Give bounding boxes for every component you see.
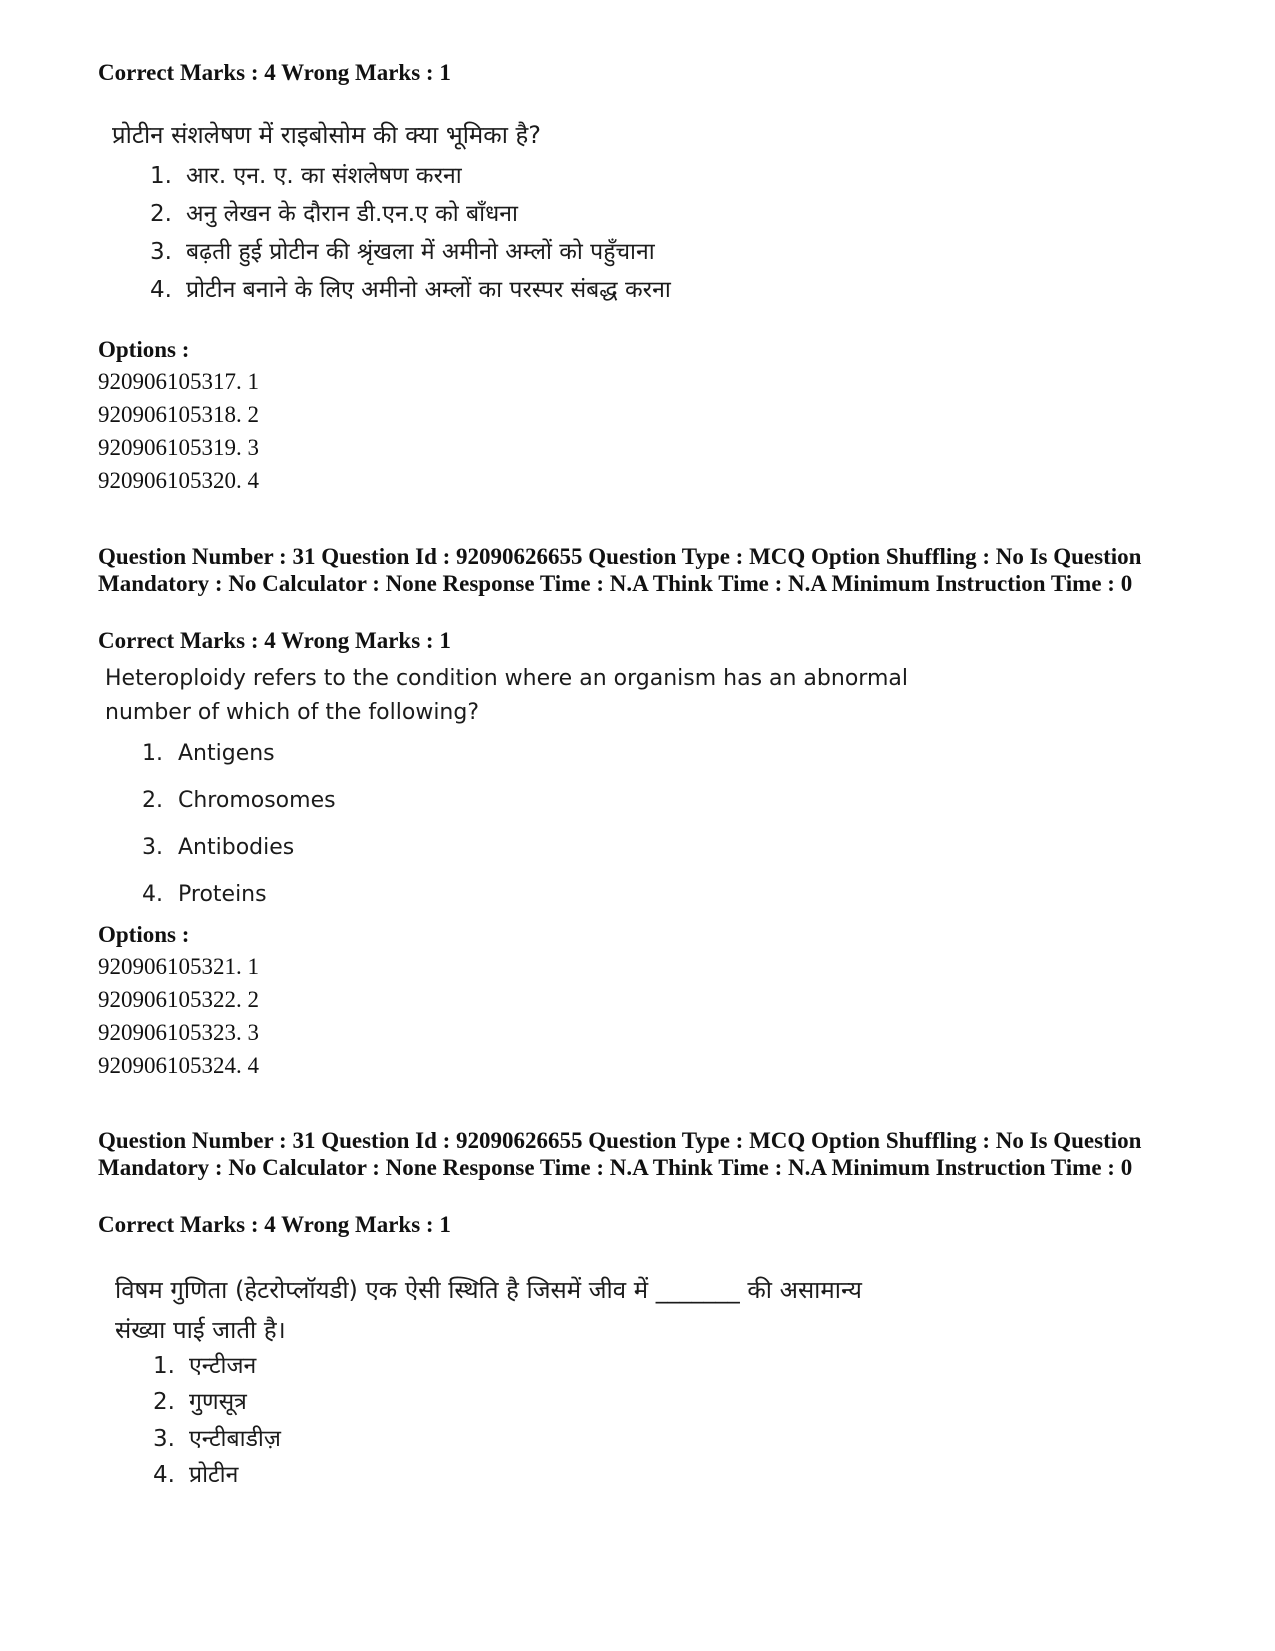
option-id: 920906105322. 2 [98, 987, 259, 1012]
question-stem-line: Heteroploidy refers to the condition where an organism has an abnormal [105, 666, 908, 691]
choice-item: 3. बढ़ती हुई प्रोटीन की श्रृंखला में अमीनो अम्लों को पहुँचाना [150, 239, 655, 265]
marks-line: Correct Marks : 4 Wrong Marks : 1 [98, 60, 451, 85]
option-id: 920906105323. 3 [98, 1020, 259, 1045]
choice-item: 4. प्रोटीन बनाने के लिए अमीनो अम्लों का परस्पर संबद्ध करना [150, 277, 671, 303]
option-id: 920906105318. 2 [98, 402, 259, 427]
choice-item: 4. Proteins [142, 882, 267, 907]
question-stem-line: number of which of the following? [105, 700, 480, 725]
option-id: 920906105320. 4 [98, 468, 259, 493]
marks-line: Correct Marks : 4 Wrong Marks : 1 [98, 1212, 451, 1237]
options-label: Options : [98, 922, 190, 947]
choice-item: 1. एन्टीजन [153, 1353, 257, 1379]
question-stem-line: संख्या पाई जाती है। [115, 1316, 286, 1344]
choice-item: 2. Chromosomes [142, 788, 336, 813]
question-stem [115, 1270, 862, 1350]
choice-item: 4. प्रोटीन [153, 1462, 239, 1488]
choice-item: 1. Antigens [142, 741, 275, 766]
choice-item: 2. गुणसूत्र [153, 1389, 247, 1415]
question-stem-line: विषम गुणिता (हेटरोप्लॉयडी) एक ऐसी स्थिति है जिसमें जीव में _______ की असामान्य [115, 1276, 862, 1304]
choice-item: 3. Antibodies [142, 835, 295, 860]
choice-item: 2. अनु लेखन के दौरान डी.एन.ए को बाँधना [150, 201, 519, 227]
marks-line: Correct Marks : 4 Wrong Marks : 1 [98, 628, 451, 653]
question-stem [105, 662, 908, 730]
option-id: 920906105321. 1 [98, 954, 259, 979]
choice-item: 3. एन्टीबाडीज़ [153, 1426, 281, 1452]
choice-item: 1. आर. एन. ए. का संशलेषण करना [150, 163, 462, 189]
question-meta: Question Number : 31 Question Id : 92090626655 Question Type : MCQ Option Shuffling : No Is Question Mandatory : No Calculator : None Response Time : N.A Think Time : N.A Minimum Instruction Time : 0 [98, 1128, 1142, 1180]
options-label: Options : [98, 337, 190, 362]
question-meta: Question Number : 31 Question Id : 92090626655 Question Type : MCQ Option Shuffling : No Is Question Mandatory : No Calculator : None Response Time : N.A Think Time : N.A Minimum Instruction Time : 0 [98, 544, 1142, 596]
option-id: 920906105317. 1 [98, 369, 259, 394]
question-stem: प्रोटीन संशलेषण में राइबोसोम की क्या भूमिका है? [112, 121, 542, 149]
option-id: 920906105324. 4 [98, 1053, 259, 1078]
option-id: 920906105319. 3 [98, 435, 259, 460]
